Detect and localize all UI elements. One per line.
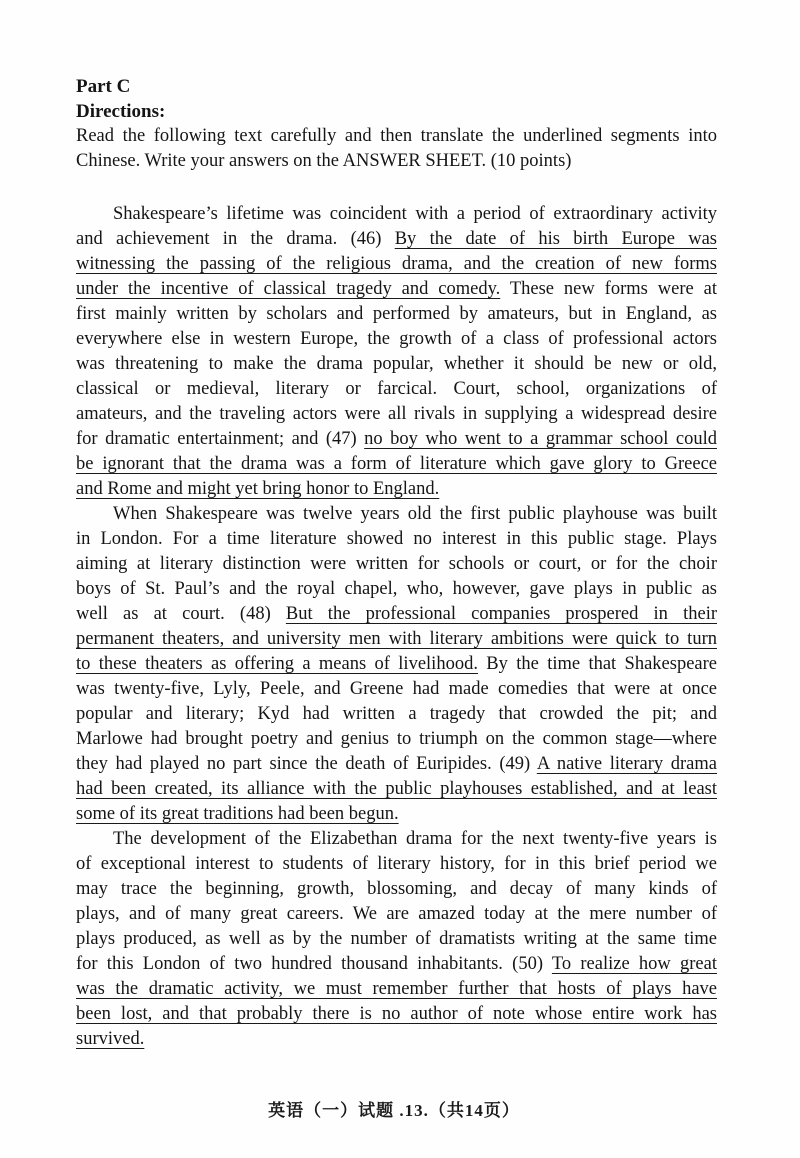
text-segment: When Shakespeare was twelve years old the first public playhouse was built bbox=[113, 504, 717, 524]
underlined-segment: But the professional companies prospered in their bbox=[285, 604, 717, 624]
text-segment: was threatening to make the drama popular, whether it should be new or old, bbox=[76, 354, 717, 374]
passage-line bbox=[76, 877, 717, 902]
underlined-segment: under the incentive of classical tragedy and comedy. bbox=[76, 279, 501, 299]
passage-line bbox=[76, 952, 717, 977]
text-segment: well as at court. (48) bbox=[76, 604, 286, 624]
passage-line bbox=[76, 552, 717, 577]
text-segment: By the time that Shakespeare bbox=[477, 654, 717, 674]
passage-line bbox=[76, 277, 717, 302]
text-segment: for this London of two hundred thousand inhabitants. (50) bbox=[76, 954, 552, 974]
text-segment: first mainly written by scholars and performed by amateurs, but in England, as bbox=[76, 304, 717, 324]
text-segment: may trace the beginning, growth, blossoming, and decay of many kinds of bbox=[76, 879, 717, 899]
directions-label: Directions: bbox=[76, 101, 166, 122]
underlined-segment: to these theaters as offering a means of livelihood. bbox=[76, 654, 478, 674]
passage-line bbox=[76, 377, 717, 402]
passage-line bbox=[76, 1002, 717, 1027]
underlined-segment: was the dramatic activity, we must remember further that hosts of plays have bbox=[76, 979, 717, 999]
passage-line bbox=[76, 352, 717, 377]
text-segment: Marlowe had brought poetry and genius to triumph on the common stage—where bbox=[76, 729, 717, 749]
passage-line bbox=[76, 777, 717, 802]
underlined-segment: survived. bbox=[76, 1029, 145, 1049]
underlined-segment: had been created, its alliance with the public playhouses established, and at least bbox=[76, 779, 717, 799]
underlined-segment: permanent theaters, and university men with literary ambitions were quick to turn bbox=[76, 629, 717, 649]
passage-line bbox=[76, 227, 717, 252]
text-segment: for dramatic entertainment; and (47) bbox=[76, 429, 365, 449]
paragraph-3 bbox=[76, 827, 717, 1052]
text-segment: aiming at literary distinction were written for schools or court, or for the choir bbox=[76, 554, 717, 574]
passage-line bbox=[76, 652, 717, 677]
passage-line bbox=[76, 727, 717, 752]
underlined-segment: witnessing the passing of the religious drama, and the creation of new forms bbox=[76, 254, 717, 274]
passage-line bbox=[76, 527, 717, 552]
passage-line bbox=[76, 502, 717, 527]
text-segment: The development of the Elizabethan drama for the next twenty-five years is bbox=[113, 829, 717, 849]
text-segment: amateurs, and the traveling actors were all rivals in supplying a widespread desire bbox=[76, 404, 717, 424]
passage-line bbox=[76, 602, 717, 627]
underlined-segment: To realize how great bbox=[551, 954, 717, 974]
passage-line bbox=[76, 627, 717, 652]
passage-line bbox=[76, 327, 717, 352]
underlined-segment: been lost, and that probably there is no author of note whose entire work has bbox=[76, 1004, 717, 1024]
section-title: Part C bbox=[76, 76, 131, 97]
text-segment: was twenty-five, Lyly, Peele, and Greene had made comedies that were at once bbox=[76, 679, 717, 699]
text-segment: classical or medieval, literary or farcical. Court, school, organizations of bbox=[76, 379, 717, 399]
passage-line bbox=[76, 827, 717, 852]
text-segment: boys of St. Paul’s and the royal chapel, who, however, gave plays in public as bbox=[76, 579, 717, 599]
underlined-segment: some of its great traditions had been begun. bbox=[76, 804, 399, 824]
text-segment: These new forms were at bbox=[500, 279, 717, 299]
passage-line bbox=[76, 1027, 717, 1052]
directions-line: Chinese. Write your answers on the ANSWER SHEET. (10 points) bbox=[76, 151, 572, 171]
text-segment: everywhere else in western Europe, the growth of a class of professional actors bbox=[76, 329, 717, 349]
underlined-segment: no boy who went to a grammar school could bbox=[364, 429, 717, 449]
directions-line: Read the following text carefully and then translate the underlined segments into bbox=[76, 126, 717, 146]
underlined-segment: be ignorant that the drama was a form of literature which gave glory to Greece bbox=[76, 454, 717, 474]
passage-line bbox=[76, 927, 717, 952]
page-footer: 英语（一）试题 .13.（共14页） bbox=[268, 1101, 520, 1120]
text-segment: and achievement in the drama. (46) bbox=[76, 229, 395, 249]
underlined-segment: By the date of his birth Europe was bbox=[394, 229, 717, 249]
paragraph-2 bbox=[76, 502, 717, 827]
text-segment: in London. For a time literature showed no interest in this public stage. Plays bbox=[76, 529, 717, 549]
passage bbox=[76, 202, 717, 1052]
passage-line bbox=[76, 202, 717, 227]
underlined-segment: and Rome and might yet bring honor to England. bbox=[76, 479, 440, 499]
passage-line bbox=[76, 802, 717, 827]
passage-line bbox=[76, 902, 717, 927]
passage-line bbox=[76, 977, 717, 1002]
passage-line bbox=[76, 752, 717, 777]
text-segment: popular and literary; Kyd had written a tragedy that crowded the pit; and bbox=[76, 704, 717, 724]
passage-line bbox=[76, 302, 717, 327]
text-segment: Shakespeare’s lifetime was coincident with a period of extraordinary activity bbox=[113, 204, 717, 224]
text-segment: plays produced, as well as by the number of dramatists writing at the same time bbox=[76, 929, 717, 949]
passage-line bbox=[76, 677, 717, 702]
passage-line bbox=[76, 452, 717, 477]
passage-line bbox=[76, 402, 717, 427]
paragraph-1 bbox=[76, 202, 717, 502]
text-segment: of exceptional interest to students of literary history, for in this brief period we bbox=[76, 854, 717, 874]
text-segment: they had played no part since the death of Euripides. (49) bbox=[76, 754, 537, 774]
text-segment: plays, and of many great careers. We are amazed today at the mere number of bbox=[76, 904, 717, 924]
passage-line bbox=[76, 852, 717, 877]
passage-line bbox=[76, 702, 717, 727]
passage-line bbox=[76, 427, 717, 452]
passage-line bbox=[76, 477, 717, 502]
passage-line bbox=[76, 252, 717, 277]
page-content bbox=[76, 74, 717, 1052]
passage-line bbox=[76, 577, 717, 602]
underlined-segment: A native literary drama bbox=[536, 754, 717, 774]
